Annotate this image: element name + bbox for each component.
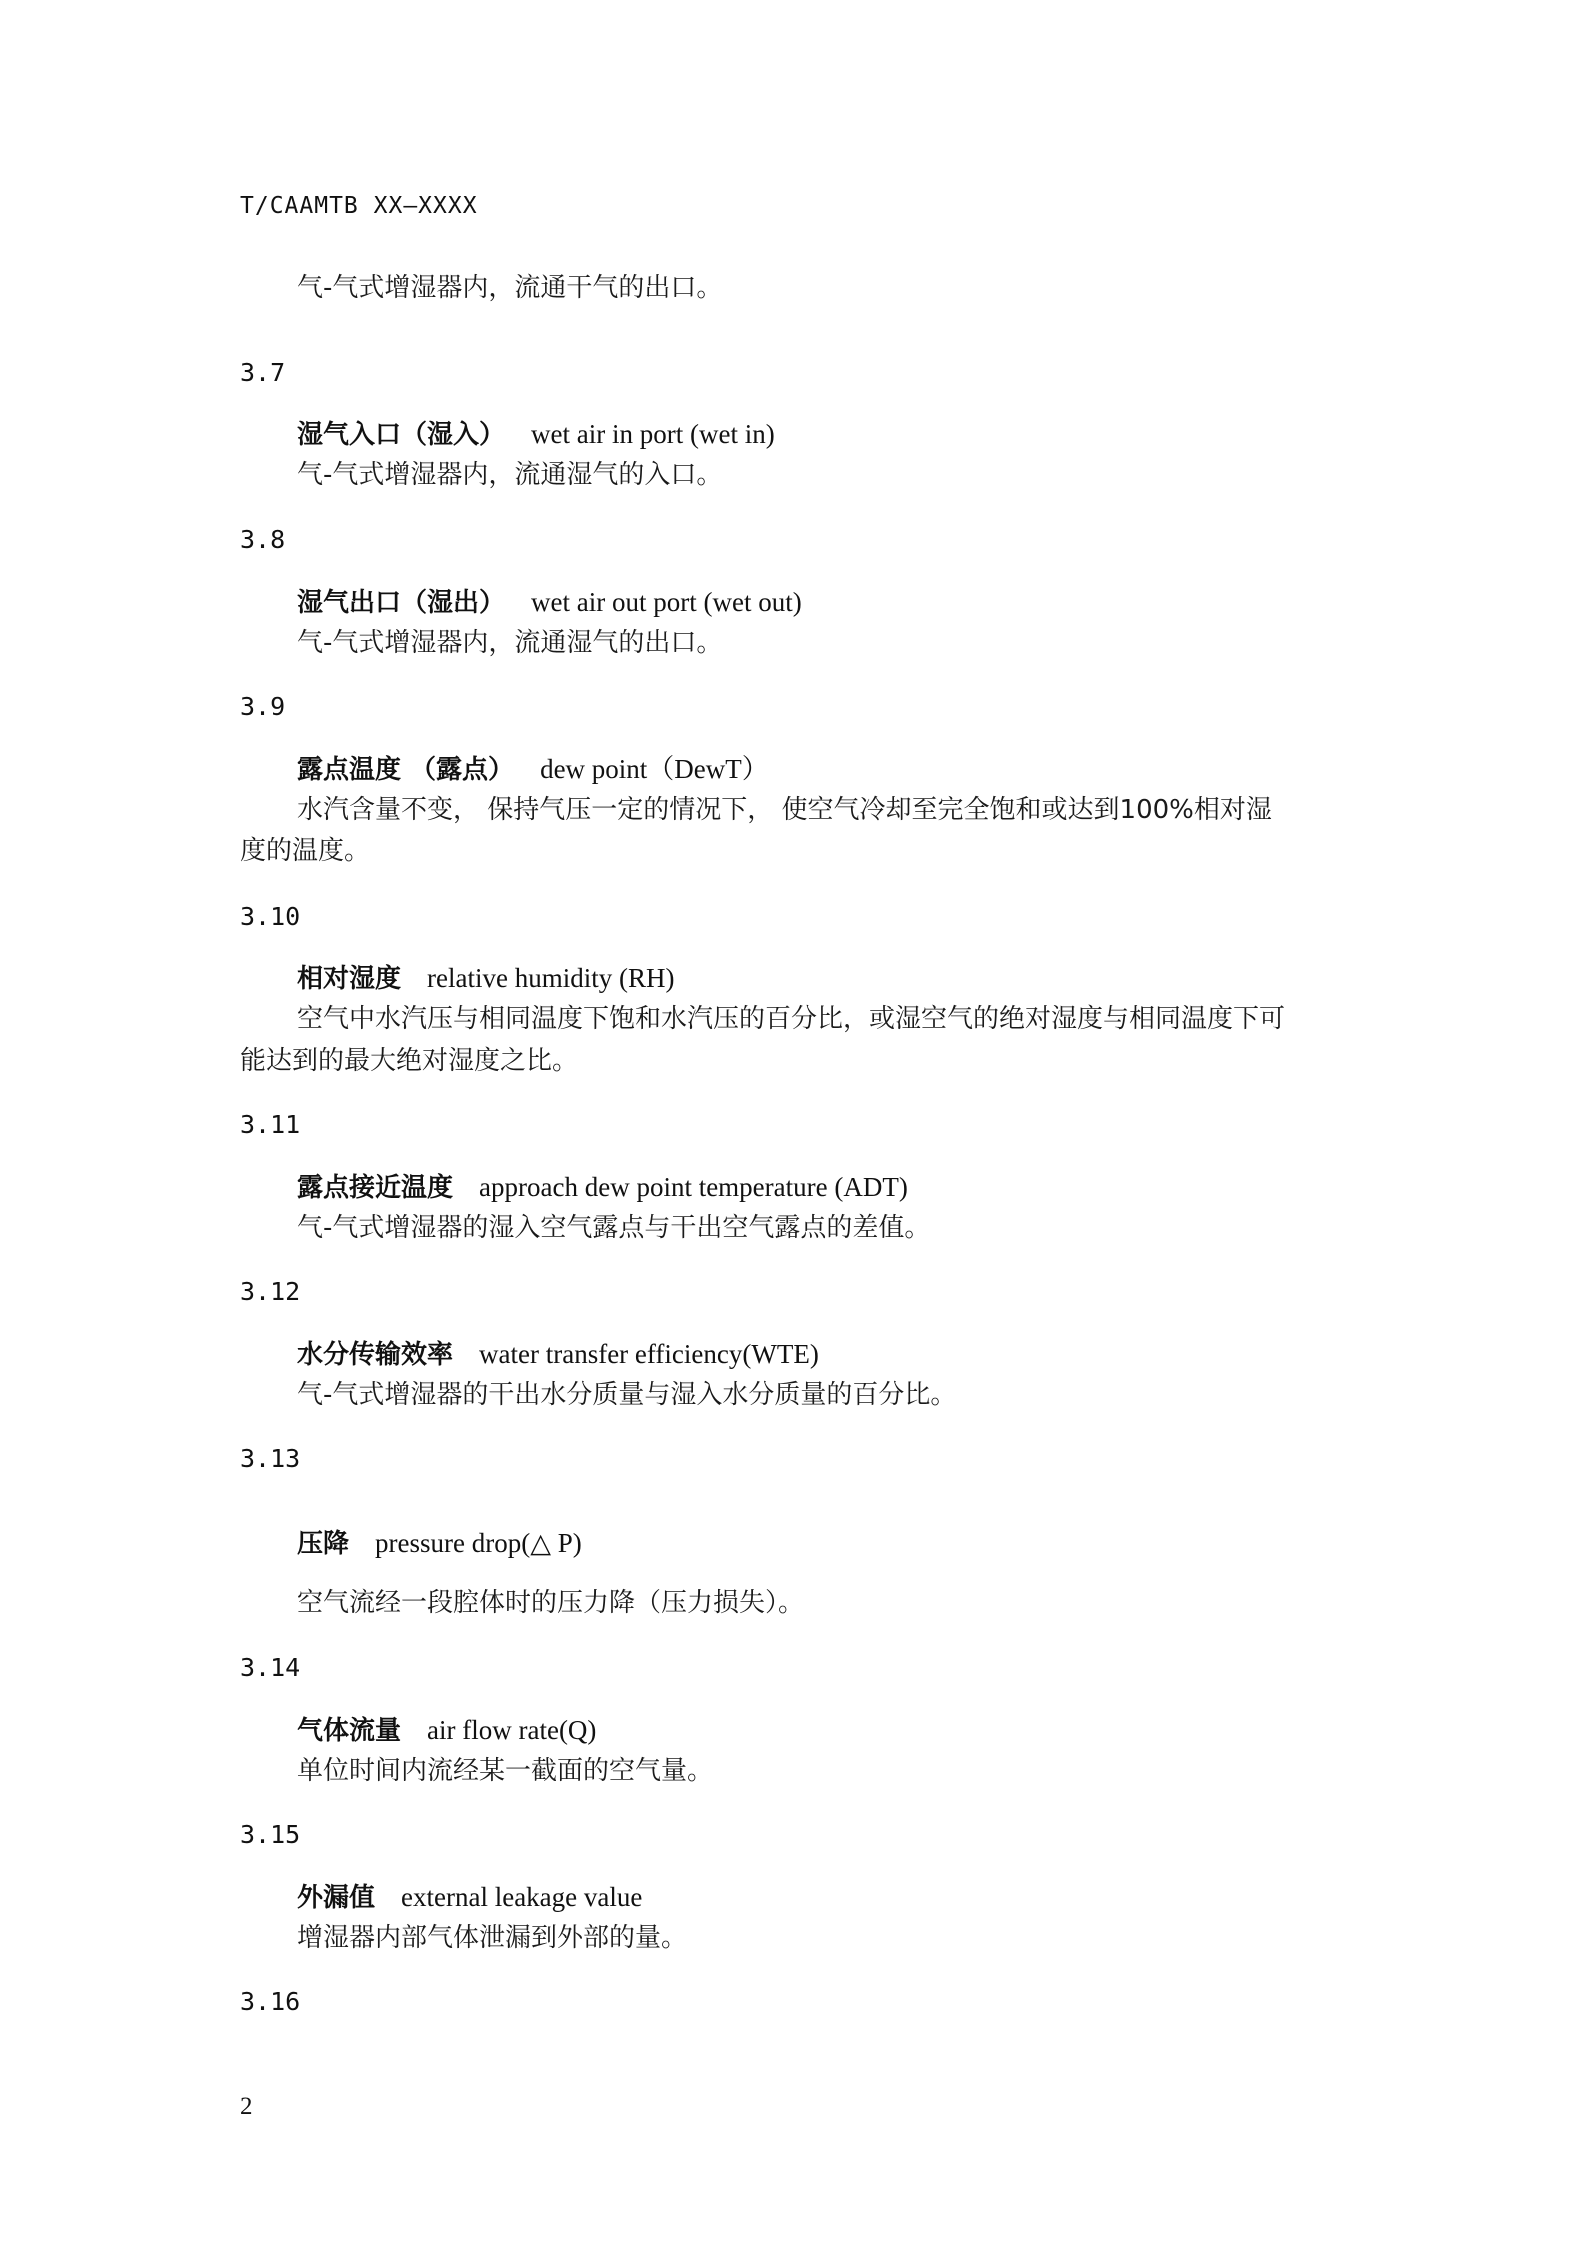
term-chinese: 气体流量 — [297, 1716, 402, 1746]
term-line — [297, 1530, 582, 1557]
term-definition: 水汽含量不变， 保持气压一定的情况下， 使空气冷却至完全饱和或达到100%相对湿 — [297, 795, 1272, 825]
term-definition: 气-气式增湿器内，流通湿气的出口。 — [297, 628, 723, 658]
standard-code-header: T/CAAMTB XX—XXXX — [240, 193, 478, 219]
term-line — [297, 589, 802, 616]
clause-number: 3.13 — [240, 1444, 301, 1473]
term-line — [297, 965, 674, 992]
clause-number: 3.10 — [240, 902, 301, 931]
term-definition: 气-气式增湿器内，流通湿气的入口。 — [297, 460, 723, 490]
term-english: wet air in port (wet in) — [531, 419, 775, 449]
term-definition-continued: 度的温度。 — [240, 836, 371, 866]
term-line — [297, 1341, 819, 1368]
term-english: wet air out port (wet out) — [531, 587, 802, 617]
term-chinese: 压降 — [297, 1529, 350, 1559]
term-line — [297, 1884, 642, 1911]
term-chinese: 相对湿度 — [297, 964, 402, 994]
term-chinese: 露点接近温度 — [297, 1173, 454, 1203]
term-definition-continued: 能达到的最大绝对湿度之比。 — [240, 1046, 579, 1076]
term-line — [297, 756, 769, 783]
clause-number: 3.7 — [240, 358, 286, 387]
term-definition: 气-气式增湿器的湿入空气露点与干出空气露点的差值。 — [297, 1213, 931, 1243]
term-definition: 空气中水汽压与相同温度下饱和水汽压的百分比，或湿空气的绝对湿度与相同温度下可 — [297, 1004, 1286, 1034]
term-line — [297, 1174, 908, 1201]
term-english: external leakage value — [401, 1882, 643, 1912]
term-chinese: 外漏值 — [297, 1883, 376, 1913]
term-english: approach dew point temperature (ADT) — [479, 1172, 908, 1202]
clause-number: 3.12 — [240, 1277, 301, 1306]
clause-number: 3.11 — [240, 1110, 301, 1139]
term-english: air flow rate(Q) — [427, 1715, 597, 1745]
term-chinese: 湿气出口（湿出） — [297, 588, 506, 618]
term-line — [297, 1717, 596, 1744]
clause-number: 3.15 — [240, 1820, 301, 1849]
term-chinese: 湿气入口（湿入） — [297, 420, 506, 450]
intro-definition: 气-气式增湿器内，流通干气的出口。 — [297, 273, 723, 303]
term-english: pressure drop(△ P) — [375, 1528, 582, 1558]
clause-number: 3.8 — [240, 525, 286, 554]
page-number: 2 — [240, 2093, 253, 2120]
term-chinese: 露点温度 （露点） — [297, 755, 515, 785]
clause-number: 3.14 — [240, 1653, 301, 1682]
term-english: relative humidity (RH) — [427, 963, 675, 993]
clause-number: 3.16 — [240, 1987, 301, 2016]
term-english: water transfer efficiency(WTE) — [479, 1339, 819, 1369]
term-chinese: 水分传输效率 — [297, 1340, 454, 1370]
term-definition: 空气流经一段腔体时的压力降（压力损失）。 — [297, 1588, 805, 1618]
term-definition: 气-气式增湿器的干出水分质量与湿入水分质量的百分比。 — [297, 1380, 957, 1410]
term-line — [297, 421, 775, 448]
clause-number: 3.9 — [240, 692, 286, 721]
term-english: dew point（DewT） — [540, 754, 769, 784]
term-definition: 增湿器内部气体泄漏到外部的量。 — [297, 1923, 688, 1953]
term-definition: 单位时间内流经某一截面的空气量。 — [297, 1756, 714, 1786]
